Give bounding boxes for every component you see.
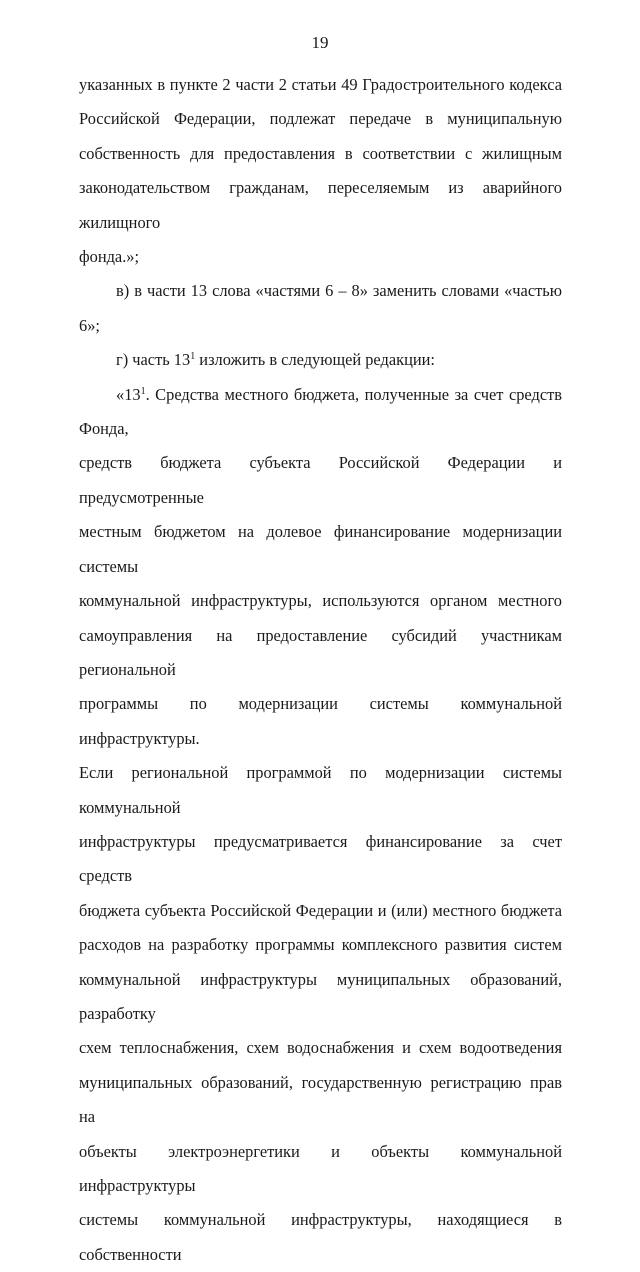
text-line: инфраструктуры предусматривается финансирование за счет средств — [79, 831, 562, 886]
document-body — [79, 68, 562, 1272]
text-line: коммунальной инфраструктуры муниципальных образований, разработку — [79, 969, 562, 1023]
text-line: бюджета субъекта Российской Федерации и (или) местного бюджета — [79, 900, 562, 920]
text-line: средств бюджета субъекта Российской Федерации и предусмотренные — [79, 453, 562, 507]
text-run: изложить в следующей редакции: — [195, 350, 435, 370]
paragraph-item-g — [79, 343, 562, 377]
text-line: собственность для предоставления в соответствии с жилищным — [79, 143, 562, 163]
text-line: коммунальной инфраструктуры, используются органом местного — [79, 591, 562, 611]
text-line: Российской Федерации, подлежат передаче в муниципальную — [79, 109, 562, 129]
text-run: г) часть 13 — [116, 350, 191, 370]
text-run: «13 — [116, 384, 141, 404]
text-line: муниципальных образований, государственную регистрацию прав на — [79, 1072, 562, 1127]
page-number: 19 — [311, 33, 329, 52]
text-line: указанных в пункте 2 части 2 статьи 49 Градостроительного кодекса — [79, 75, 562, 94]
text-line: расходов на разработку программы комплексного развития систем — [79, 935, 562, 955]
paragraph-item-v: в) в части 13 слова «частями 6 – 8» заменить словами «частью 6»; — [79, 281, 562, 335]
text-line: системы коммунальной инфраструктуры, находящиеся в собственности — [79, 1210, 562, 1264]
text-line: объекты электроэнергетики и объекты коммунальной инфраструктуры — [79, 1141, 562, 1195]
paragraph-continuation — [79, 68, 562, 274]
text-run: . Средства местного бюджета, полученные за счет средств Фонда, — [79, 384, 562, 439]
text-line: Если региональной программой по модернизации системы коммунальной — [79, 763, 562, 817]
superscript: 1 — [140, 385, 146, 397]
text-line: фонда.»; — [79, 247, 140, 267]
text-line: самоуправления на предоставление субсидий участникам региональной — [79, 625, 562, 679]
superscript: 1 — [190, 351, 196, 363]
text-line: местным бюджетом на долевое финансирование модернизации системы — [79, 522, 562, 576]
text-line: схем теплоснабжения, схем водоснабжения и схем водоотведения — [79, 1038, 562, 1058]
text-line — [79, 378, 562, 447]
paragraph-quoted-new-text — [79, 378, 562, 1272]
text-line: программы по модернизации системы коммунальной инфраструктуры. — [79, 694, 562, 748]
text-line: законодательством гражданам, переселяемым из аварийного жилищного — [79, 178, 562, 232]
